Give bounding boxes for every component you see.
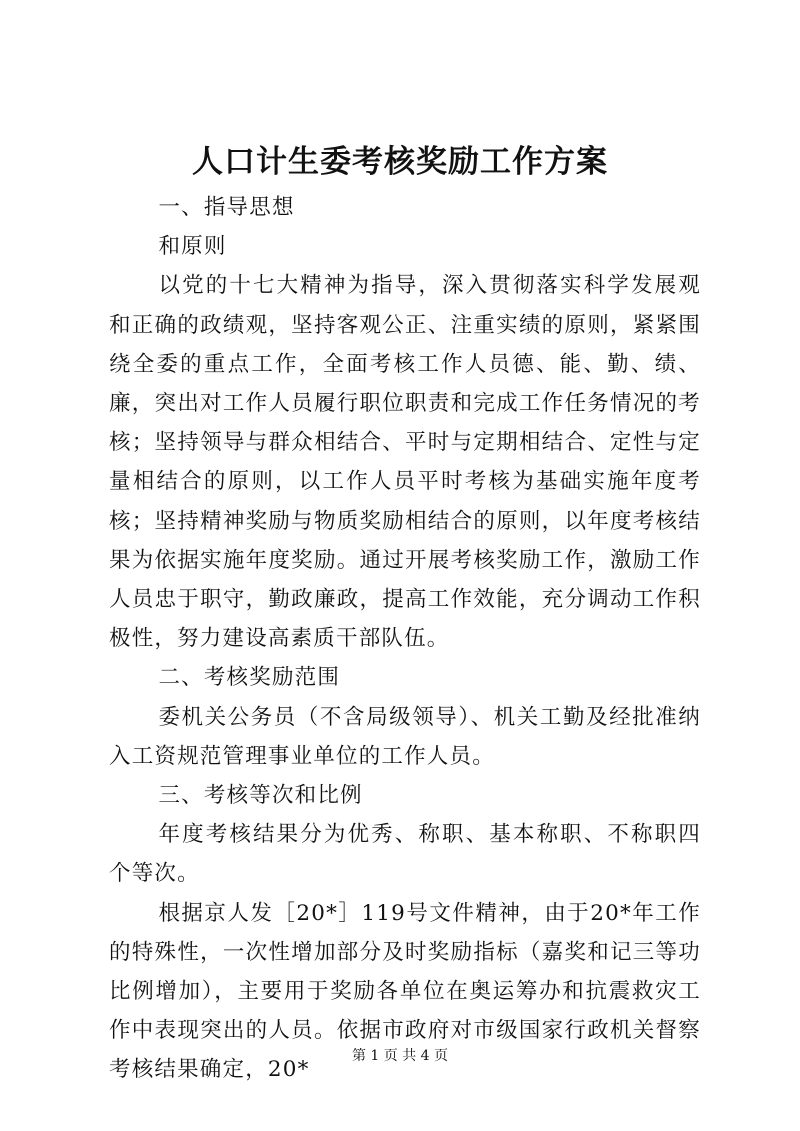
paragraph-guiding-principles: 以党的十七大精神为指导，深入贯彻落实科学发展观和正确的政绩观，坚持客观公正、注重实绩的原则，紧紧围绕全委的重点工作，全面考核工作人员德、能、勤、绩、廉，突出对工作人员履行职位职责和完成工作任务情况的考核；坚持领导与群众相结合、平时与定期相结合、定性与定量相结合的原则，以工作人员平时考核为基础实施年度考核；坚持精神奖励与物质奖励相结合的原则，以年度考核结果为依据实施年度奖励。通过开展考核奖励工作，激励工作人员忠于职守，勤政廉政，提高工作效能，充分调动工作积极性，努力建设高素质干部队伍。 — [109, 273, 701, 652]
paragraph-scope: 委机关公务员（不含局级领导）、机关工勤及经批准纳入工资规范管理事业单位的工作人员。 — [109, 704, 701, 769]
paragraph-quota: 根据京人发［20*］119号文件精神，由于20*年工作的特殊性，一次性增加部分及时奖励指标（嘉奖和记三等功比例增加），主要用于奖励各单位在奥运筹办和抗震救灾工作中表现突出的人员。依据市政府对市级国家行政机关督察考核结果确定，20* — [109, 900, 701, 1083]
document-body — [109, 188, 701, 1090]
section-heading-1: 一、指导思想 — [158, 195, 295, 220]
section-heading-2: 二、考核奖励范围 — [158, 665, 341, 691]
section-heading-3: 三、考核等次和比例 — [158, 783, 363, 809]
page-number-footer: 第 1 页 共 4 页 — [351, 1048, 449, 1064]
section-heading-1-continuation: 和原则 — [158, 234, 227, 260]
paragraph-grades: 年度考核结果分为优秀、称职、基本称职、不称职四个等次。 — [109, 822, 701, 887]
page-title: 人口计生委考核奖励工作方案 — [192, 144, 608, 180]
